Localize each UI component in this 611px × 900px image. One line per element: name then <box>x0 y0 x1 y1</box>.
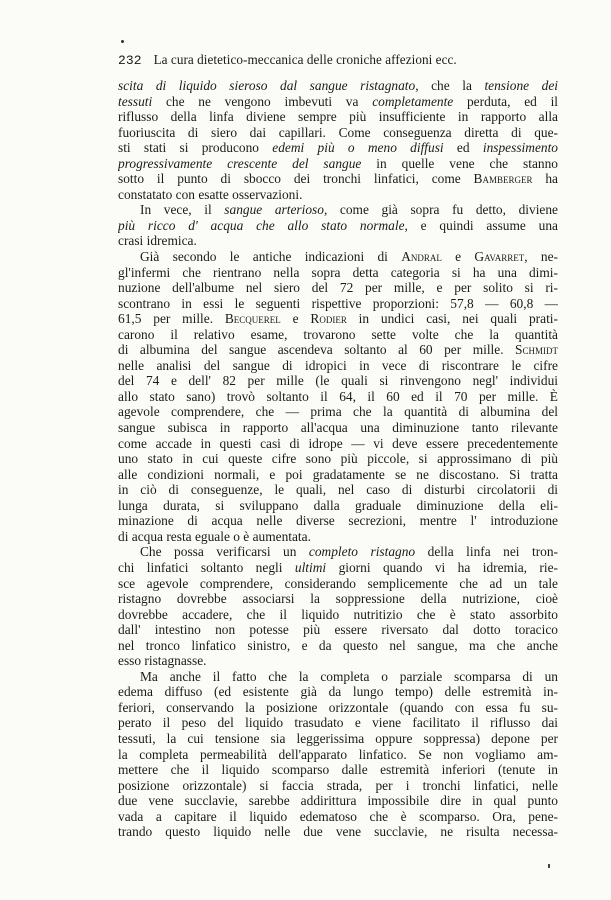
text-run: esso ristagnasse. <box>118 653 207 669</box>
text-run: trando questo liquido nelle due vene succlavie, ne risulta necessa- <box>118 824 558 840</box>
text-run: ristagno dovrebbe associarsi la soppressione della nutrizione, cioè <box>118 591 558 607</box>
text-line <box>118 778 558 794</box>
text-run: Ma anche il fatto che la completa o parziale scomparsa di un <box>140 668 558 684</box>
text-run: perduta, ed il <box>453 93 558 109</box>
text-line <box>118 482 558 498</box>
text-run: e <box>280 311 311 327</box>
text-run: Già secondo le antiche indicazioni di <box>140 249 402 265</box>
text-run: dovrebbe accadere, che il liquido nutritizio che è stato assorbito <box>118 606 558 622</box>
italic-run: completo ristagno <box>308 544 416 560</box>
text-run: lunga durata, si sviluppano dalla graduale diminuzione della eli- <box>118 497 558 513</box>
small-caps-name: Rodier <box>310 311 347 327</box>
text-line <box>118 358 558 374</box>
text-line <box>118 404 558 420</box>
text-run: riflusso della linfa diviene sempre più insufficiente in rapporto alla <box>118 109 558 125</box>
text-run: posizione orizzontale) si faccia strada, per i tronchi linfatici, nelle <box>118 777 558 793</box>
italic-run: tessuti <box>118 93 153 109</box>
text-run: scontrano in essi le seguenti rispettive proporzioni: 57,8 — 60,8 — <box>118 295 558 311</box>
text-run: che ne vengono imbevuti va <box>152 93 373 109</box>
text-run: la completa permeabilità dell'apparato linfatico. Se non vogliamo am- <box>118 746 558 762</box>
text-line <box>118 700 558 716</box>
text-line <box>118 202 558 218</box>
text-line <box>118 187 558 203</box>
text-line <box>118 249 558 265</box>
text-run: ed <box>443 140 483 156</box>
text-run: 61,5 per mille. <box>118 311 225 327</box>
text-line <box>118 576 558 592</box>
italic-run: scita di liquido sieroso dal sangue ristagnato <box>118 78 416 93</box>
text-line <box>118 715 558 731</box>
italic-run: edemi più o meno diffusi <box>272 140 444 156</box>
text-line <box>118 436 558 452</box>
text-line <box>118 171 558 187</box>
text-run: vada a capitare il liquido edematoso che è scomparso. Ora, pene- <box>118 808 558 824</box>
text-line <box>118 140 558 156</box>
text-run: e <box>441 249 475 265</box>
text-line <box>118 653 558 669</box>
text-run: tessuti, la cui tensione sia leggerissima oppure soppressa) depone per <box>118 730 558 746</box>
italic-run: inspessimento <box>482 140 558 156</box>
italic-run: ultimi <box>294 559 327 575</box>
text-run: in quelle vene che stanno <box>361 155 558 171</box>
text-run: , che la <box>415 78 485 93</box>
text-run: nuzione dell'albume nel siero del 72 per mille, e per solito si ri- <box>118 280 558 296</box>
text-line <box>118 125 558 141</box>
text-run: dall' intestino non potesse più essere riversato dal dotto toracico <box>118 622 558 638</box>
small-caps-name: Bamberger <box>473 171 533 187</box>
page-speck <box>121 40 124 43</box>
page-number: 232 <box>118 53 142 68</box>
text-line <box>118 467 558 483</box>
text-run: ne- <box>527 249 558 265</box>
text-line <box>118 498 558 514</box>
italic-run: completamente <box>372 93 454 109</box>
text-line <box>118 109 558 125</box>
text-line <box>118 529 558 545</box>
text-run: in ciò di conseguenze, le quali, nel caso di disturbi circolatorii di <box>118 482 558 498</box>
text-line <box>118 280 558 296</box>
text-run: sotto il punto di sbocco dei tronchi linfatici, come <box>118 171 474 187</box>
text-run: feriori, conservando la posizione orizzontale (quando con essa fu su- <box>118 699 558 715</box>
text-line <box>118 218 558 234</box>
text-line <box>118 451 558 467</box>
text-line <box>118 560 558 576</box>
text-line <box>118 809 558 825</box>
text-line <box>118 731 558 747</box>
text-run: minazione di acqua nelle diverse secrezioni, mentre l' introduzione <box>118 513 558 529</box>
small-caps-name: Andral <box>401 249 442 265</box>
body-text <box>118 78 558 840</box>
text-run: edema diffuso (ed esistente già da lungo tempo) delle estremità in- <box>118 684 558 700</box>
text-line <box>118 824 558 840</box>
italic-run: progressivamente crescente del sangue <box>118 155 362 171</box>
text-line <box>118 638 558 654</box>
text-run: in undici casi, nei quali prati- <box>346 311 558 327</box>
text-run: perato il peso del liquido trasudato e viene facilitato il riflusso dai <box>118 715 558 731</box>
text-run: due vene succlavie, sarebbe addirittura impossibile dire in qual punto <box>118 793 558 809</box>
text-run: ha <box>532 171 558 187</box>
text-run: allo stato sano) trovò soltanto il 64, il 60 ed il 70 per mille. È <box>118 388 558 404</box>
running-title: La cura dietetico-meccanica delle croniche affezioni ecc. <box>153 52 457 67</box>
text-line <box>118 607 558 623</box>
text-run: di acqua resta eguale o è aumentata. <box>118 528 311 544</box>
small-caps-name: Gavarret, <box>474 249 528 265</box>
text-run: chi linfatici soltanto negli <box>118 559 295 575</box>
italic-run: sangue arterioso, <box>224 202 328 218</box>
text-run: mettere che il liquido scomparso dalle estremità inferiori (tenute in <box>118 762 558 778</box>
text-line <box>118 622 558 638</box>
text-line <box>118 233 558 249</box>
text-run: alle condizioni normali, e poi gradatamente se ne discostano. Si tratta <box>118 466 558 482</box>
text-run: uno stato in cui queste cifre sono più piccole, si approssimano di più <box>118 451 558 467</box>
text-line <box>118 389 558 405</box>
text-run: Che possa verificarsi un <box>140 544 309 560</box>
italic-run: tensione dei <box>484 78 558 93</box>
text-run: di albumina del sangue ascendeva soltanto al 60 per mille. <box>118 342 516 358</box>
text-line <box>118 311 558 327</box>
text-run: della linfa nei tron- <box>415 544 558 560</box>
text-line <box>118 544 558 560</box>
text-run: carono il relativo esame, trovarono sette volte che la quantità <box>118 326 558 342</box>
text-run: crasi idremica. <box>118 233 197 249</box>
text-run: , e quindi assume una <box>404 217 558 233</box>
text-line <box>118 156 558 172</box>
text-line <box>118 296 558 312</box>
small-caps-name: Schmidt <box>515 342 558 358</box>
running-header <box>118 52 518 72</box>
text-run: fuoriuscita di siero dai capillari. Come conseguenza diretta di que- <box>118 124 558 140</box>
text-line <box>118 684 558 700</box>
text-run: gl'infermi che rientrano nella sopra detta categoria si ha una dimi- <box>118 264 558 280</box>
text-run: nel tronco linfatico sinistro, e da questo nel sangue, ma che anche <box>118 637 558 653</box>
text-line <box>118 591 558 607</box>
text-line <box>118 342 558 358</box>
text-line <box>118 793 558 809</box>
text-run: In vece, il <box>140 202 225 218</box>
text-line <box>118 94 558 110</box>
text-line <box>118 762 558 778</box>
text-run: come già sopra fu detto, diviene <box>327 202 558 218</box>
italic-run: più ricco d' acqua che allo stato normale <box>118 217 405 233</box>
text-run: sangue subisca in rapporto all'acqua una diminuzione tanto rilevante <box>118 420 558 436</box>
text-line <box>118 265 558 281</box>
text-run: come accade in questi casi di idrope — vi deve essere precedentemente <box>118 435 558 451</box>
small-caps-name: Becquerel <box>224 311 281 327</box>
text-run: nelle analisi del sangue di idropici in vece di riscontrare le cifre <box>118 357 558 373</box>
text-line <box>118 327 558 343</box>
text-run: del 74 e dell' 82 per mille (le quali si rinvengono negl' individui <box>118 373 558 389</box>
text-line <box>118 747 558 763</box>
text-line <box>118 669 558 685</box>
text-run: sce agevole comprendere, considerando semplicemente che ad un tale <box>118 575 558 591</box>
text-line <box>118 513 558 529</box>
text-line <box>118 420 558 436</box>
text-run: sti stati si producono <box>118 140 273 156</box>
text-run: agevole comprendere, che — prima che la quantità di albumina del <box>118 404 558 420</box>
text-line <box>118 373 558 389</box>
text-run: constatato con esatte osservazioni. <box>118 186 303 202</box>
page-speck-bottom <box>548 864 550 868</box>
text-run: giorni quando vi ha idremia, rie- <box>326 559 558 575</box>
text-line <box>118 78 558 94</box>
